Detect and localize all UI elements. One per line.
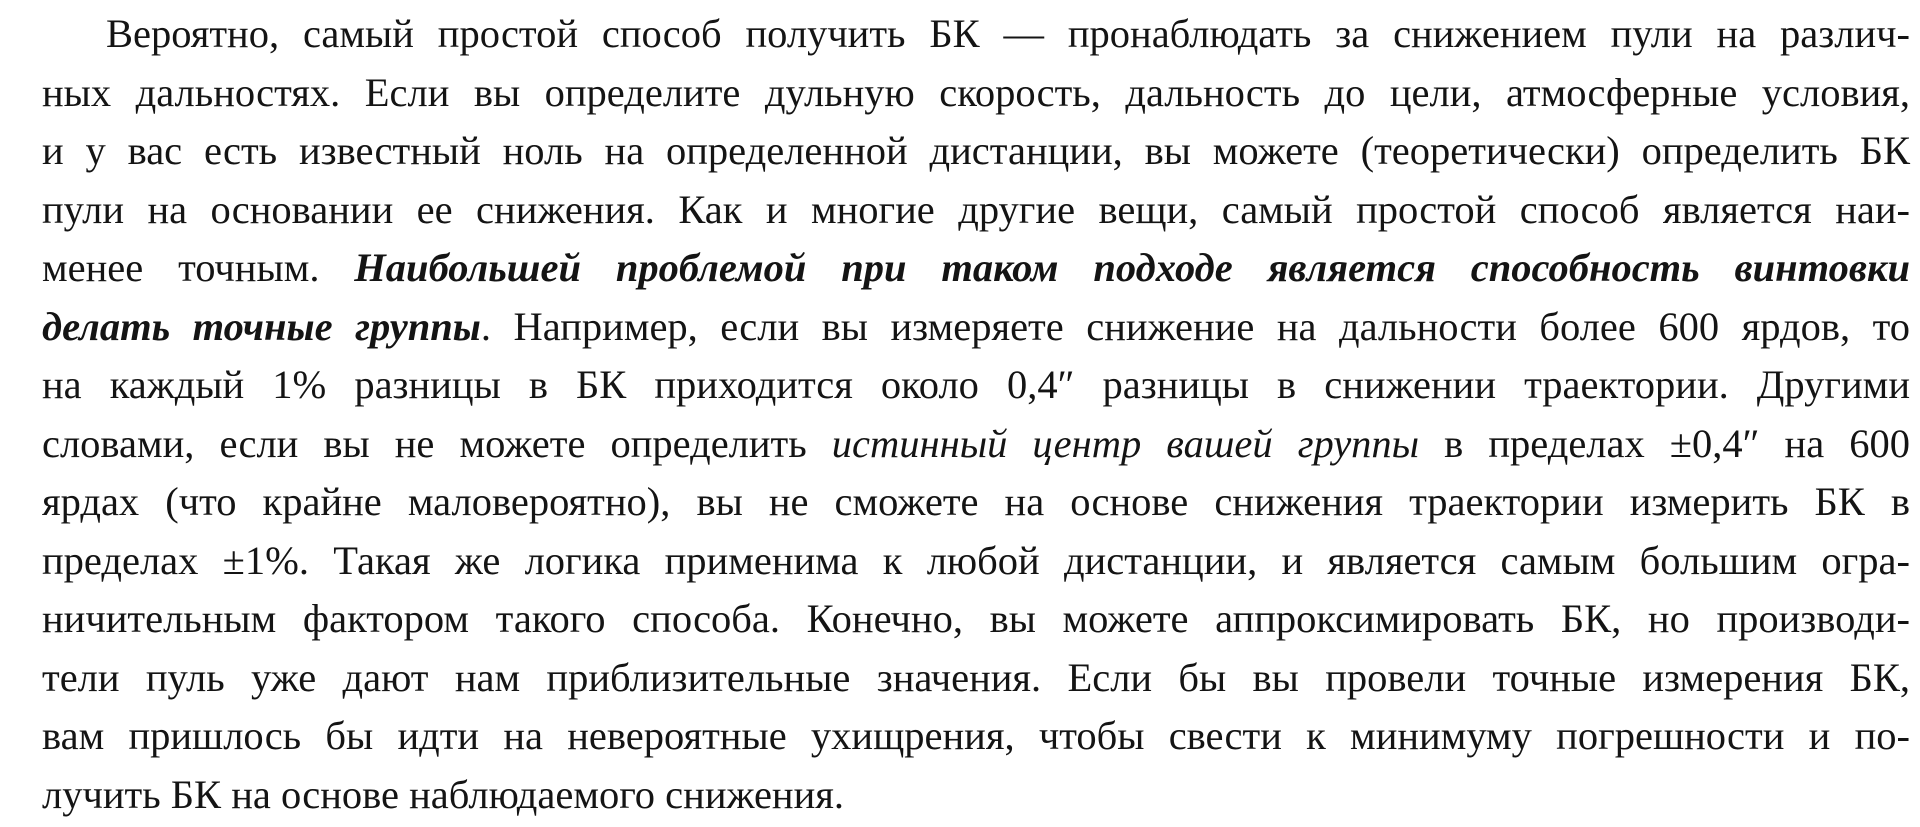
italic-emphasis: истинный центр вашей группы xyxy=(831,420,1420,466)
text-line xyxy=(42,473,1910,532)
text-run: лучить БК на основе наблюдаемого снижения. xyxy=(42,771,845,817)
text-line xyxy=(42,590,1910,649)
text-line xyxy=(42,532,1910,591)
text-line xyxy=(42,122,1910,181)
text-run: менее точным. xyxy=(42,245,355,290)
text-line xyxy=(42,356,1910,415)
text-line xyxy=(42,239,1910,298)
text-run: словами, если вы не можете определить xyxy=(42,420,832,466)
text-line xyxy=(42,766,1910,825)
text-line xyxy=(42,181,1910,240)
text-run: и у вас есть известный ноль на определенной дистанции, вы можете (теоретически) определить БК xyxy=(42,128,1910,173)
body-paragraph xyxy=(42,5,1910,824)
text-line xyxy=(42,298,1910,357)
text-run: пределах ±1%. Такая же логика применима к любой дистанции, и является самым большим огра- xyxy=(42,537,1910,583)
text-run: вам пришлось бы идти на невероятные ухищрения, чтобы свести к минимуму погрешности и по- xyxy=(42,713,1910,758)
text-run: ных дальностях. Если вы определите дульную скорость, дальность до цели, атмосферные условия, xyxy=(42,69,1910,115)
text-line xyxy=(42,415,1910,474)
text-run: в пределах ±0,4″ на 600 xyxy=(1419,420,1910,466)
text-line xyxy=(42,64,1910,123)
bold-italic-emphasis: Наибольшей проблемой при таком подходе является способность винтовки xyxy=(354,245,1910,290)
text-run: ярдах (что крайне маловероятно), вы не сможете на основе снижения траектории измерить БК в xyxy=(42,479,1910,524)
text-run: Вероятно, самый простой способ получить БК — пронаблюдать за снижением пули на различ- xyxy=(106,11,1910,56)
bold-italic-emphasis: делать точные группы xyxy=(42,303,481,349)
text-run: пули на основании ее снижения. Как и многие другие вещи, самый простой способ является наи- xyxy=(42,186,1910,232)
text-line xyxy=(42,707,1910,766)
text-line xyxy=(42,5,1910,64)
text-run: на каждый 1% разницы в БК приходится около 0,4″ разницы в снижении траектории. Другими xyxy=(42,362,1910,407)
text-run: тели пуль уже дают нам приблизительные значения. Если бы вы провели точные измерения БК, xyxy=(42,654,1910,700)
text-line xyxy=(42,649,1910,708)
text-run: ничительным фактором такого способа. Конечно, вы можете аппроксимировать БК, но производи- xyxy=(42,596,1910,641)
text-run: . Например, если вы измеряете снижение на дальности более 600 ярдов, то xyxy=(480,303,1910,349)
